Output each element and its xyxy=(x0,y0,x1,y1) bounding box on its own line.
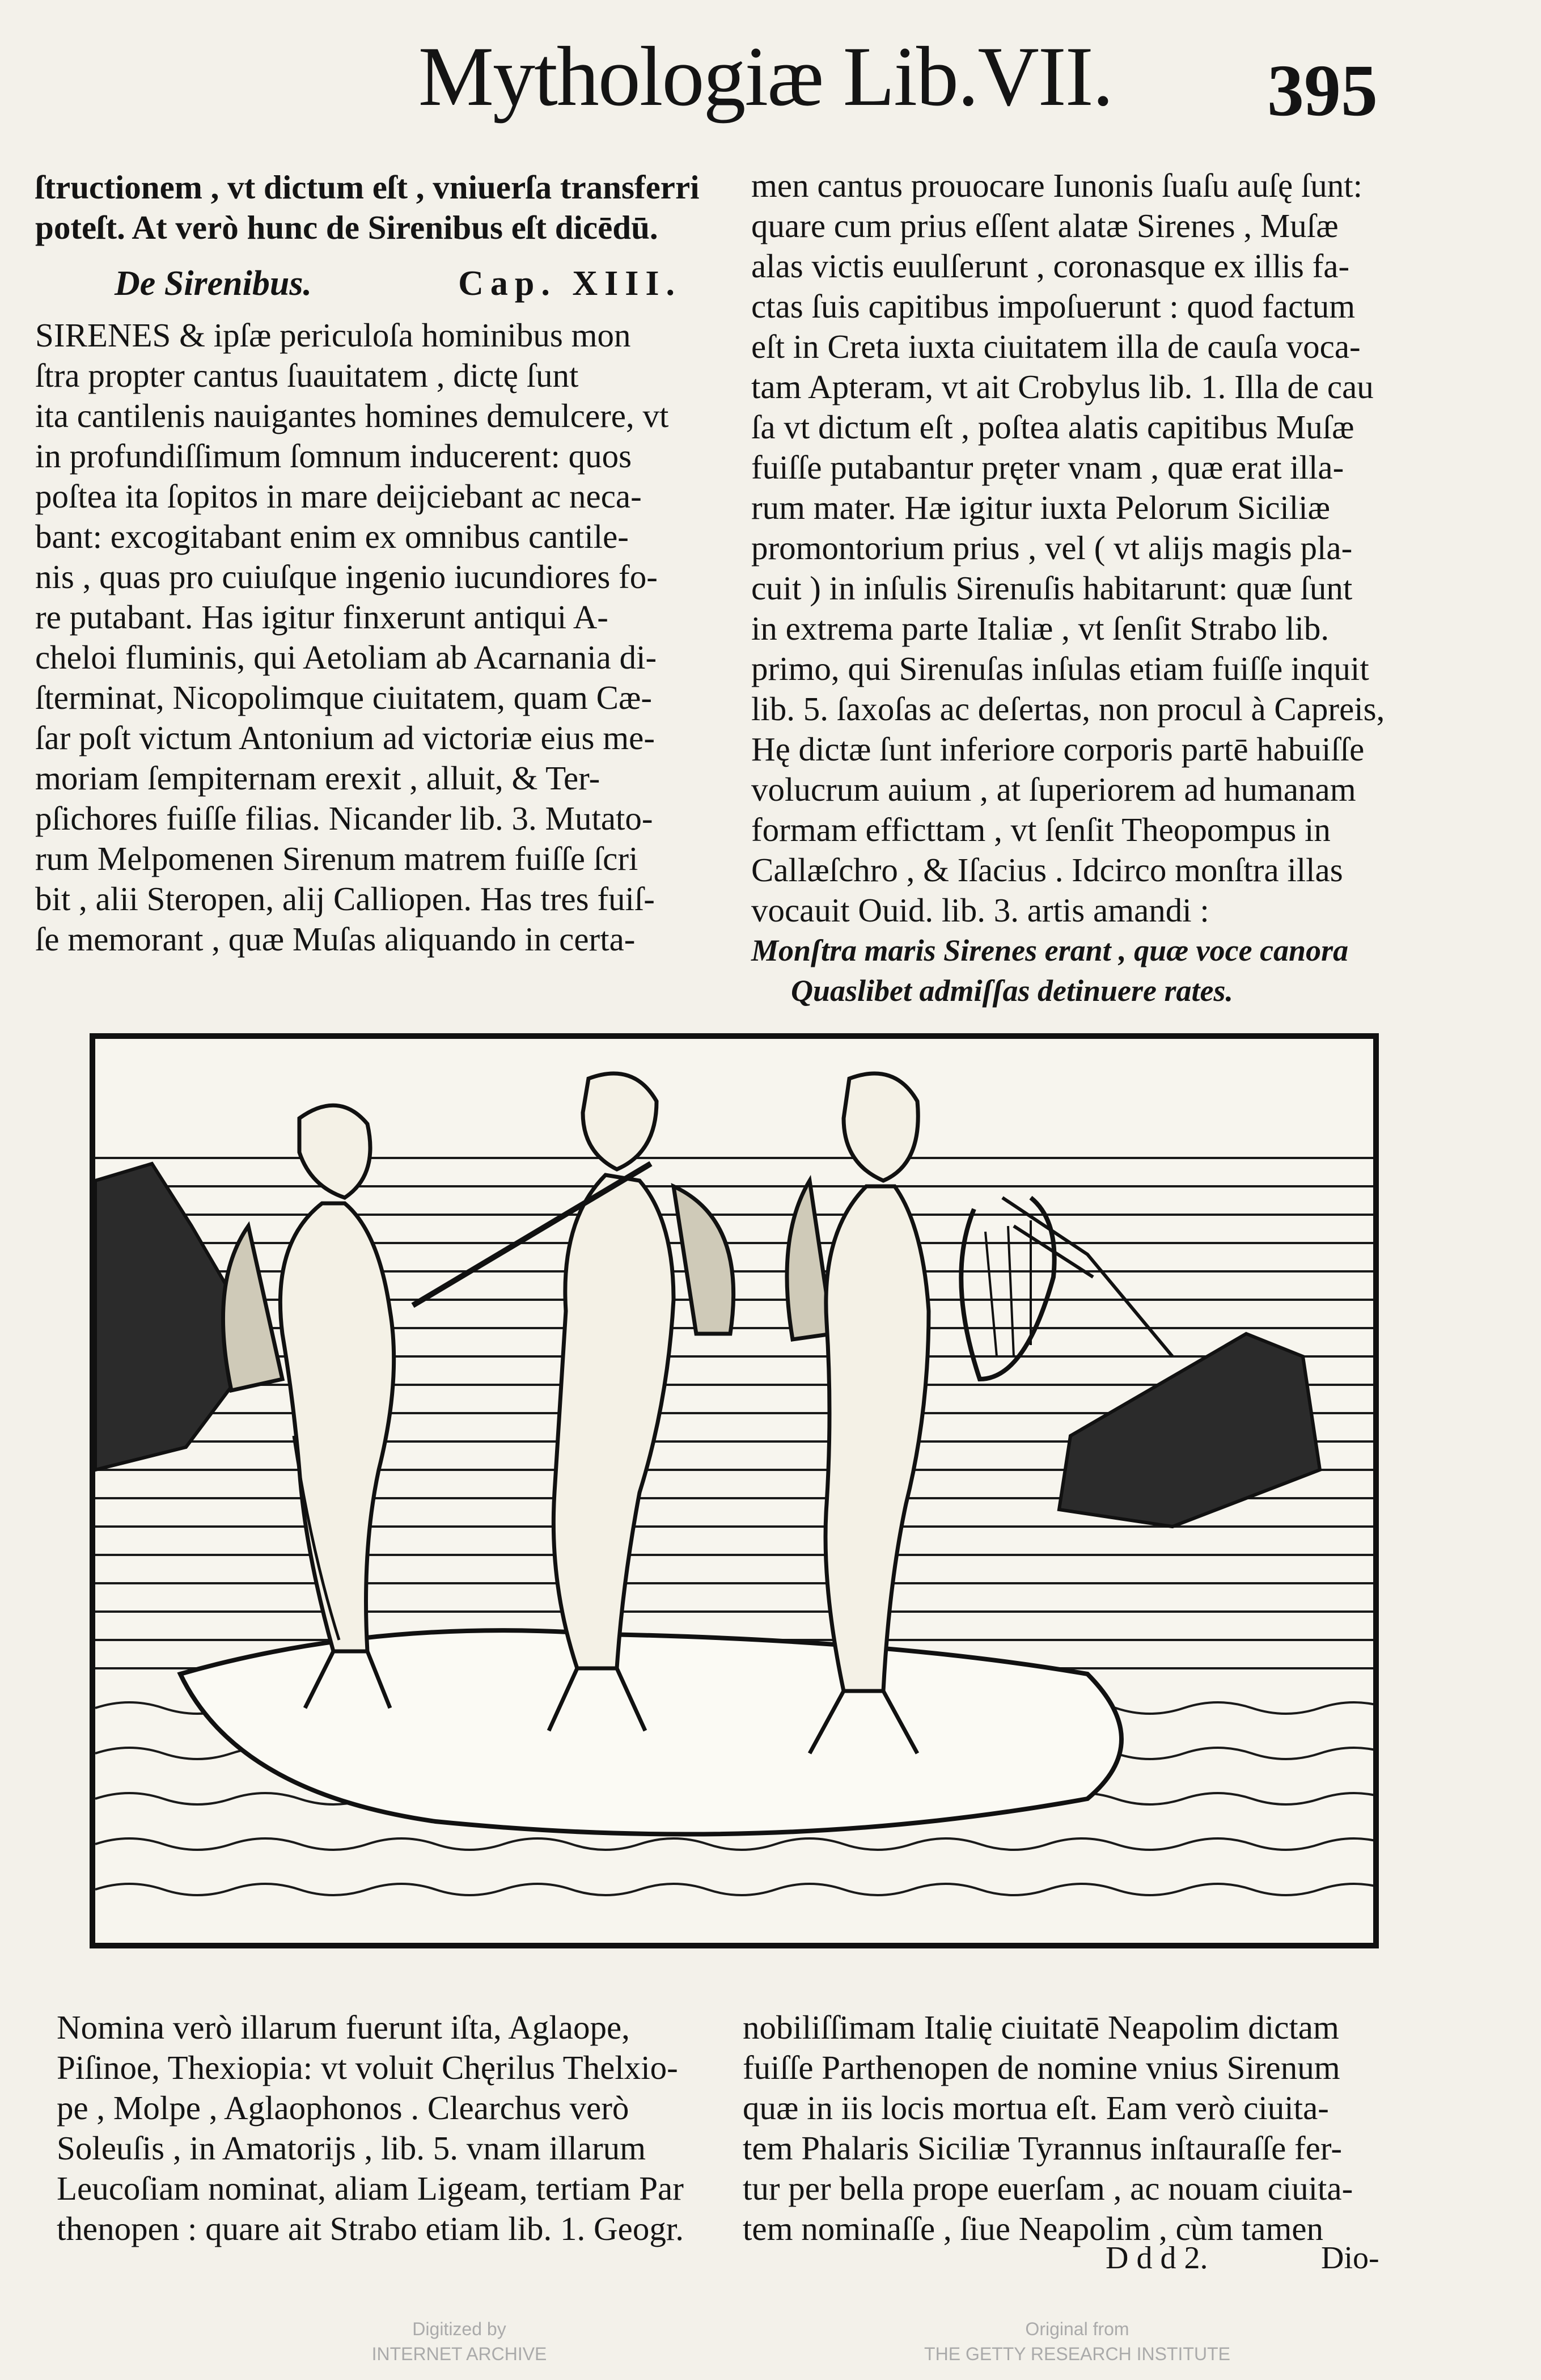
text-line: ita cantilenis nauigantes homines demulcere, vt xyxy=(35,397,669,434)
text-line: ſtra propter cantus ſuauitatem , dictę ſunt xyxy=(35,357,579,394)
text-line: moriam ſempiternam erexit , alluit, & Ter- xyxy=(35,759,600,797)
text-line: primo, qui Sirenuſas inſulas etiam fuiſſe inquit xyxy=(751,650,1369,687)
text-line: pſichores fuiſſe filias. Nicander lib. 3. Mutato- xyxy=(35,800,653,837)
text-line: nobiliſſimam Italię ciuitatē Neapolim dictam xyxy=(743,2009,1339,2046)
text-line: in extrema parte Italiæ , vt ſenſit Strabo lib. xyxy=(751,610,1330,647)
ship xyxy=(1002,1198,1320,1527)
text-line: ctas ſuis capitibus impoſuerunt : quod factum xyxy=(751,288,1356,325)
text-line: bit , alii Steropen, alij Calliopen. Has tres fuiſ- xyxy=(35,880,655,918)
text-line: tam Apteram, vt ait Crobylus lib. 1. Illa de cau xyxy=(751,368,1374,405)
text-line: cuit ) in inſulis Sirenuſis habitarunt: quæ ſunt xyxy=(751,569,1353,607)
text-line: Leucoſiam nominat, aliam Ligeam, tertiam Par xyxy=(57,2170,684,2207)
text-line: Piſinoe, Thexiopia: vt voluit Chęrilus Thelxio- xyxy=(57,2049,678,2086)
text-line: ſterminat, Nicopolimque ciuitatem, quam Cæ- xyxy=(35,679,652,716)
text-line: ſar poſt victum Antonium ad victoriæ eius me- xyxy=(35,719,655,756)
text-line: quæ in iis locis mortua eſt. Eam verò ciuita- xyxy=(743,2089,1329,2127)
cliff xyxy=(95,1164,237,1470)
text-line: promontorium prius , vel ( vt alijs magis pla- xyxy=(751,529,1353,567)
chapter-title: De Sirenibus. xyxy=(115,264,312,303)
verse-line: Monſtra maris Sirenes erant , quæ voce canora xyxy=(751,933,1349,967)
text-line: quare cum prius eſſent alatæ Sirenes , Muſæ xyxy=(751,207,1339,244)
text-line: formam efficttam , vt ſenſit Theopompus in xyxy=(751,811,1331,848)
right-column-top xyxy=(751,166,1500,1011)
text-line: fuiſſe Parthenopen de nomine vnius Sirenum xyxy=(743,2049,1340,2086)
credit-line: INTERNET ARCHIVE xyxy=(371,2344,547,2364)
left-column-bottom xyxy=(57,2007,737,2249)
source-credit xyxy=(850,2316,1304,2366)
text-line: bant: excogitabant enim ex omnibus cantile- xyxy=(35,518,629,555)
text-line: fuiſſe putabantur pręter vnam , quæ erat illa- xyxy=(751,449,1344,486)
text-line: rum mater. Hæ igitur iuxta Pelorum Siciliæ xyxy=(751,489,1330,526)
credit-line: Digitized by xyxy=(412,2319,506,2339)
right-column-bottom xyxy=(743,2007,1480,2249)
credit-line: Original from xyxy=(1025,2319,1129,2339)
text-line: lib. 5. ſaxoſas ac deſertas, non procul à Capreis, xyxy=(751,690,1385,728)
text-line: Callæſchro , & Iſacius . Idcirco monſtra illas xyxy=(751,851,1343,889)
running-head: Mythologiæ Lib.VII. xyxy=(418,29,1113,124)
text-line: rum Melpomenen Sirenum matrem fuiſſe ſcri xyxy=(35,840,638,877)
text-line: in profundiſſimum ſomnum inducerent: quos xyxy=(35,437,632,475)
signature-mark: D d d 2. xyxy=(1106,2241,1208,2276)
left-column-top xyxy=(35,167,716,959)
text-line: eſt in Creta iuxta ciuitatem illa de cauſa voca- xyxy=(751,328,1361,365)
text-line: volucrum auium , at ſuperiorem ad humanam xyxy=(751,771,1356,808)
verse-line: Quaslibet admiſſas detinuere rates. xyxy=(791,974,1233,1008)
text-line: thenopen : quare ait Strabo etiam lib. 1. Geogr. xyxy=(57,2210,684,2247)
text-line: cheloi fluminis, qui Aetoliam ab Acarnania di- xyxy=(35,639,657,676)
text-line: Hę dictæ ſunt inferiore corporis partē habuiſſe xyxy=(751,730,1365,768)
page-number: 395 xyxy=(1267,50,1378,132)
text-line: tur per bella prope euerſam , ac nouam ciuita- xyxy=(743,2170,1353,2207)
text-line: poſtea ita ſopitos in mare deijciebant ac neca- xyxy=(35,477,642,515)
text-line: ſe memorant , quæ Muſas aliquando in certa- xyxy=(35,920,636,958)
catchword: Dio- xyxy=(1321,2241,1379,2276)
woodcut-illustration xyxy=(90,1033,1379,1948)
sirens-woodcut-image xyxy=(95,1039,1373,1943)
text-line: alas victis euulſerunt , coronasque ex illis fa- xyxy=(751,247,1350,285)
siren-left xyxy=(223,1105,393,1708)
text-line: tem nominaſſe , ſiue Neapolim , cùm tamen xyxy=(743,2210,1324,2247)
chapter-heading xyxy=(115,264,681,304)
text-line: tem Phalaris Siciliæ Tyrannus inſtauraſſe fer- xyxy=(743,2129,1342,2167)
text-line: vocauit Ouid. lib. 3. artis amandi : xyxy=(751,891,1209,929)
credit-line: THE GETTY RESEARCH INSTITUTE xyxy=(924,2344,1230,2364)
digitizer-credit xyxy=(317,2316,601,2366)
text-line: ſa vt dictum eſt , poſtea alatis capitibus Muſæ xyxy=(751,408,1354,446)
text-line: Nomina verò illarum fuerunt iſta, Aglaope, xyxy=(57,2009,630,2046)
text-line: ſtructionem , vt dictum eſt , vniuerſa transferri xyxy=(35,168,700,206)
text-line: nis , quas pro cuiuſque ingenio iucundiores fo- xyxy=(35,558,658,595)
text-line: Soleuſis , in Amatorijs , lib. 5. vnam illarum xyxy=(57,2129,646,2167)
text-line: men cantus prouocare Iunonis ſuaſu auſę ſunt: xyxy=(751,167,1363,204)
text-line: SIRENES & ipſæ periculoſa hominibus mon xyxy=(35,316,631,354)
chapter-number: Cap. XIII. xyxy=(458,264,681,303)
text-line: re putabant. Has igitur finxerunt antiqui A- xyxy=(35,598,608,636)
text-line: pe , Molpe , Aglaophonos . Clearchus verò xyxy=(57,2089,629,2127)
text-line: poteſt. At verò hunc de Sirenibus eſt dicēdū. xyxy=(35,209,658,246)
